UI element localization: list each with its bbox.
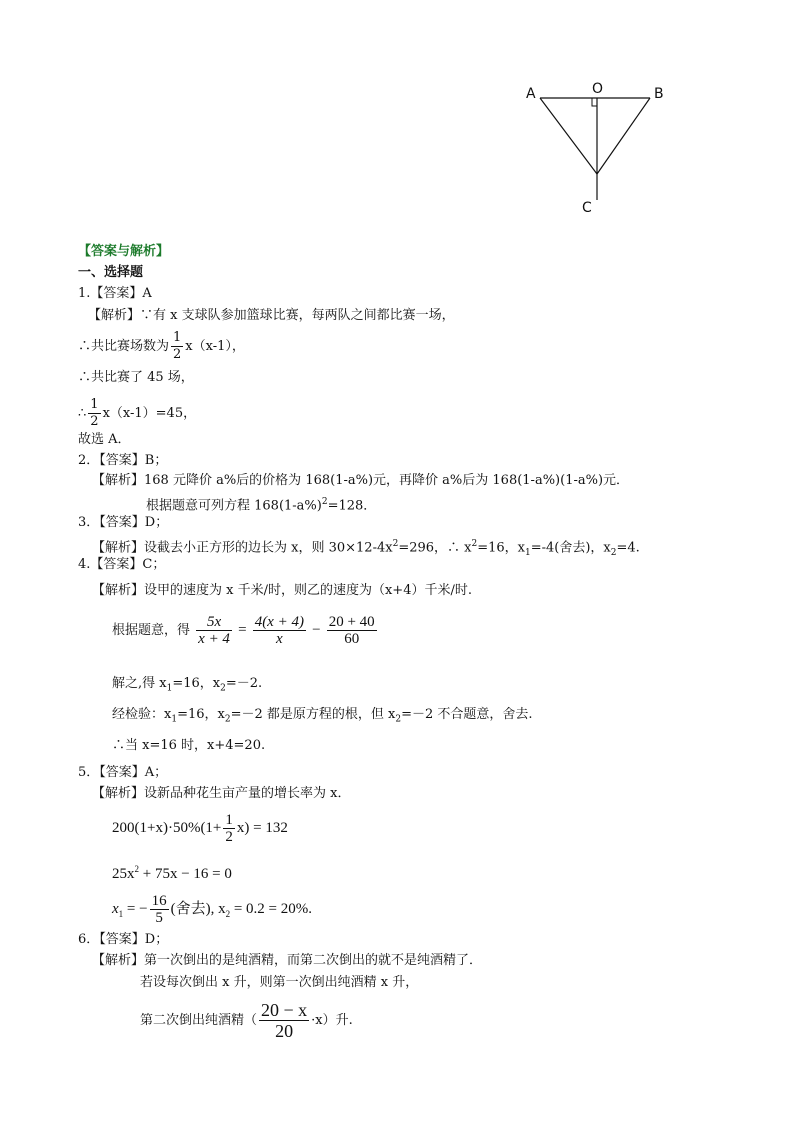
q4-solution: 解之,得 $x_1=16$，$x_2=-2$. xyxy=(112,676,263,694)
q1-answer: 1.【答案】A xyxy=(78,286,152,301)
q1-analysis: 【解析】∵有 x 支球队参加篮球比赛，每两队之间都比赛一场， xyxy=(88,308,455,323)
q4-answer: 4.【答案】C； xyxy=(78,557,166,572)
section-heading: 【答案与解析】 xyxy=(78,244,170,259)
q6-analysis: 【解析】第一次倒出的是纯酒精，而第二次倒出的就不是纯酒精了． xyxy=(92,953,483,968)
q1-fraction-2: $\frac{1}{2}$ xyxy=(90,397,99,429)
q2-analysis: 【解析】168 元降价 a%后的价格为 168(1-a%)元，再降价 a%后为 168(1-a%)(1-a%)元． xyxy=(92,473,630,488)
q4-fraction-1: $\frac{5x}{x + 4}$ xyxy=(198,614,230,647)
q4-fraction-2: $\frac{4(x + 4)}{x}$ xyxy=(254,614,304,647)
q5-fraction-2: $\frac{16}{5}$ xyxy=(151,893,167,926)
q4-equation: 根据题意，得 $\frac{5x}{x + 4}$ = $\frac{4(x + 4)}{x}$ − $\frac{20 + 40}{60}$ xyxy=(112,614,375,647)
q2-equation: 根据题意可列方程 $168(1-a\%)^2=128$． xyxy=(146,497,377,514)
segment-bc xyxy=(597,98,650,174)
q5-equation-1: 200(1+x)·50%(1+ $\frac{1}{2}$ x) = 132 xyxy=(112,812,288,845)
q6-line3: 第二次倒出纯酒精（ $\frac{20 - x}{20}$ ·x）升. xyxy=(140,1000,353,1041)
q1-line4: ∴ $\frac{1}{2}$ x（x-1）=45， xyxy=(78,397,197,429)
q5-analysis: 【解析】设新品种花生亩产量的增长率为 x． xyxy=(92,786,351,801)
q3-answer: 3．【答案】D； xyxy=(78,515,169,530)
q1-line3: ∴共比赛了 45 场， xyxy=(78,370,194,385)
q5-fraction-1: $\frac{1}{2}$ xyxy=(225,812,233,845)
q5-equation-2: $25x^2 + 75x - 16 = 0$ xyxy=(112,864,232,882)
q5-equation-3: $x_1$ = − $\frac{16}{5}$ (舍去), $x_2 = 0.2 = 20\%$. xyxy=(112,893,313,926)
q2-answer: 2．【答案】B； xyxy=(78,453,168,468)
geometry-figure xyxy=(520,78,680,218)
right-angle-mark xyxy=(592,98,597,106)
q6-fraction: $\frac{20 - x}{20}$ xyxy=(261,1000,308,1041)
q4-analysis: 【解析】设甲的速度为 x 千米/时，则乙的速度为（x+4）千米/时. xyxy=(92,583,472,598)
q3-analysis: 【解析】设截去小正方形的边长为 x，则 $30\times 12-4x^2=296$，∴ $x^2=16$，$x_1=-4$(舍去)，$x_2=4$. xyxy=(92,539,640,558)
q5-answer: 5．【答案】A； xyxy=(78,765,168,780)
label-b: B xyxy=(654,86,664,102)
label-c: C xyxy=(582,200,592,216)
q4-check: 经检验：$x_1=16$，$x_2=-2$ 都是原方程的根，但 $x_2=-2$ 不合题意，舍去. xyxy=(112,707,533,725)
label-a: A xyxy=(526,86,536,102)
label-o: O xyxy=(592,81,604,97)
q1-fraction: $\frac{1}{2}$ xyxy=(173,330,182,362)
part-heading: 一、选择题 xyxy=(78,265,144,280)
q4-final: ∴当 x=16 时，x+4=20. xyxy=(112,738,266,753)
segment-ac xyxy=(540,98,597,174)
q6-line2: 若设每次倒出 x 升，则第一次倒出纯酒精 x 升， xyxy=(140,975,419,990)
q4-fraction-3: $\frac{20 + 40}{60}$ xyxy=(328,614,375,647)
q1-conclusion: 故选 A． xyxy=(78,432,131,447)
q6-answer: 6．【答案】D； xyxy=(78,932,169,947)
q1-line2: ∴共比赛场数为 $\frac{1}{2}$ x（x-1）， xyxy=(78,330,245,362)
